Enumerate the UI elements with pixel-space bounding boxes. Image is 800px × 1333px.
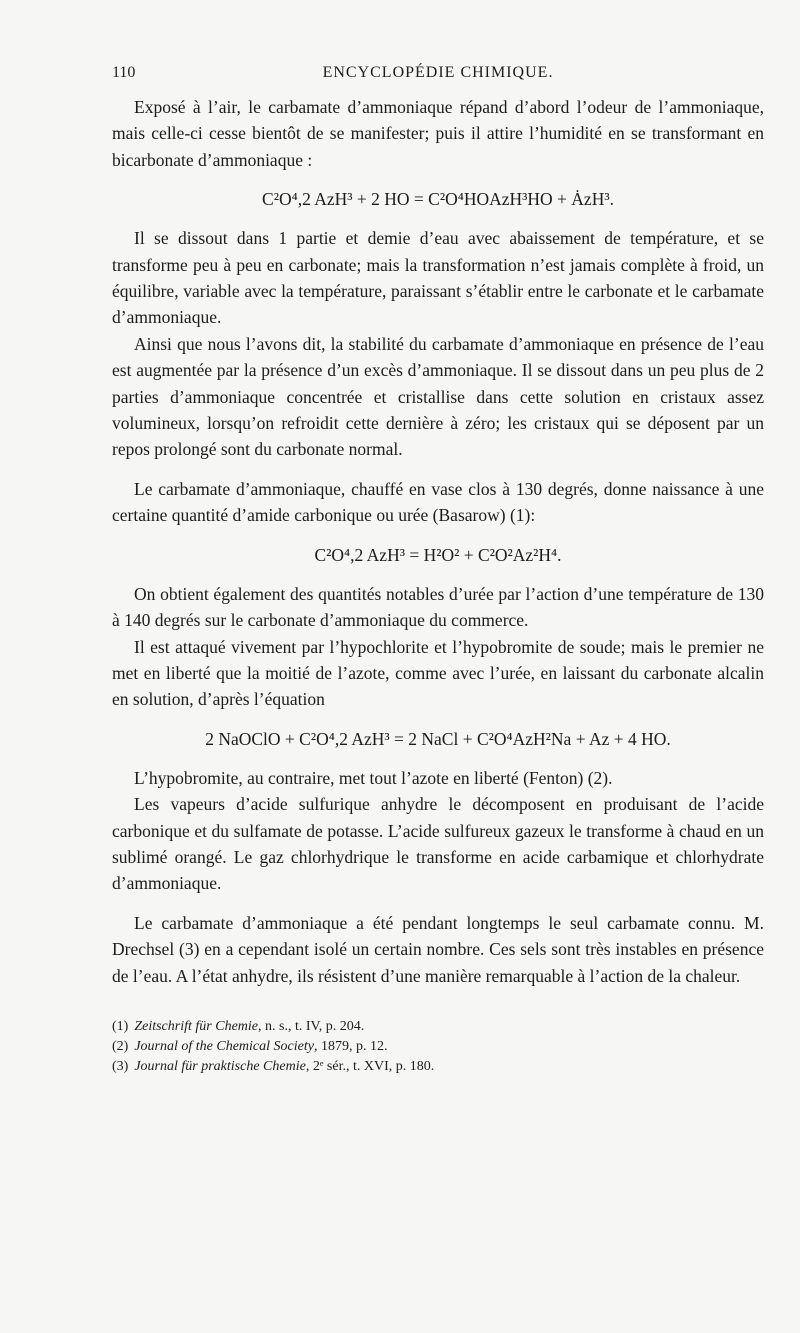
paragraph: Les vapeurs d’acide sulfurique anhydre le décomposent en produisant de l’acide carbonique et du sulfamate de potasse. L’acide sulfureux gazeux le transforme à chaud en un sublimé orangé. Le gaz chlorhydrique le transforme en acide carbamique et chlorhydrate d’ammoniaque. xyxy=(112,794,764,894)
paragraph: Exposé à l’air, le carbamate d’ammoniaque répand d’abord l’odeur de l’ammoniaque, mais celle-ci cesse bientôt de se manifester; puis il attire l’humidité en se transformant en bicarbonate d’ammoniaque : xyxy=(112,97,764,170)
page-number: 110 xyxy=(112,64,136,81)
footnote-number: (2) xyxy=(112,1038,129,1054)
footnote-reference: , n. s., t. IV, p. 204. xyxy=(258,1018,365,1034)
footnote-journal-title: Journal of the Chemical Society xyxy=(134,1038,314,1054)
equation: 2 NaOClO + C²O⁴,2 AzH³ = 2 NaCl + C²O⁴AzH²Na + Az + 4 HO. xyxy=(205,728,671,749)
footnote-journal-title: Zeitschrift für Chemie xyxy=(134,1018,258,1034)
running-title: ENCYCLOPÉDIE CHIMIQUE. xyxy=(322,64,554,81)
page-header xyxy=(112,64,764,88)
footnote-reference: , 1879, p. 12. xyxy=(313,1038,388,1054)
paragraph: Il est attaqué vivement par l’hypochlorite et l’hypobromite de soude; mais le premier ne met en liberté que la moitié de l’azote, comme avec l’urée, en laissant du carbonate alcalin en solution, d’après l’équation xyxy=(112,636,764,710)
footnote-number: (1) xyxy=(112,1018,129,1034)
paragraph: Il se dissout dans 1 partie et demie d’eau avec abaissement de température, et se transforme peu à peu en carbonate; mais la transformation n’est jamais complète à froid, un équilibre, variable avec la température, paraissant s’établir entre le carbonate et le carbamate d’ammoniaque. xyxy=(112,228,764,328)
paragraph: Le carbamate d’ammoniaque, chauffé en vase clos à 130 degrés, donne naissance à une certaine quantité d’amide carbonique ou urée (Basarow) (1): xyxy=(112,478,764,526)
paragraph: Ainsi que nous l’avons dit, la stabilité du carbamate d’ammoniaque en présence de l’eau est augmentée par la présence d’un excès d’ammoniaque. Il se dissout dans un peu plus de 2 parties d’ammoniaque concentrée et cristallise dans cette solution en cristaux assez volumineux, lorsqu’on refroidit cette dernière à zéro; les cristaux qui se déposent par un repos prolongé sont du carbonate normal. xyxy=(112,333,764,460)
footnotes xyxy=(112,1017,764,1077)
footnote xyxy=(112,1017,764,1037)
paragraph: Le carbamate d’ammoniaque a été pendant longtemps le seul carbamate connu. M. Drechsel (3) en a cependant isolé un certain nombre. Ces sels sont très instables en présence de l’eau. A l’état anhydre, ils résistent d’une manière remarquable à l’action de la chaleur. xyxy=(112,912,764,986)
equation: C²O⁴,2 AzH³ + 2 HO = C²O⁴HOAzH³HO + ȦzH³. xyxy=(262,189,614,210)
body-text xyxy=(112,94,764,1077)
footnote xyxy=(112,1057,764,1077)
paragraph: On obtient également des quantités notables d’urée par l’action d’une température de 130 à 140 degrés sur le carbonate d’ammoniaque du commerce. xyxy=(112,583,764,631)
equation: C²O⁴,2 AzH³ = H²O² + C²O²Az²H⁴. xyxy=(314,544,562,565)
footnote-number: (3) xyxy=(112,1058,129,1074)
book-page xyxy=(112,64,764,1077)
footnote-journal-title: Journal für praktische Chemie xyxy=(134,1058,306,1074)
footnote-reference: , 2ᵉ sér., t. XVI, p. 180. xyxy=(305,1058,435,1074)
footnote xyxy=(112,1037,764,1057)
paragraph: L’hypobromite, au contraire, met tout l’azote en liberté (Fenton) (2). xyxy=(134,767,613,788)
